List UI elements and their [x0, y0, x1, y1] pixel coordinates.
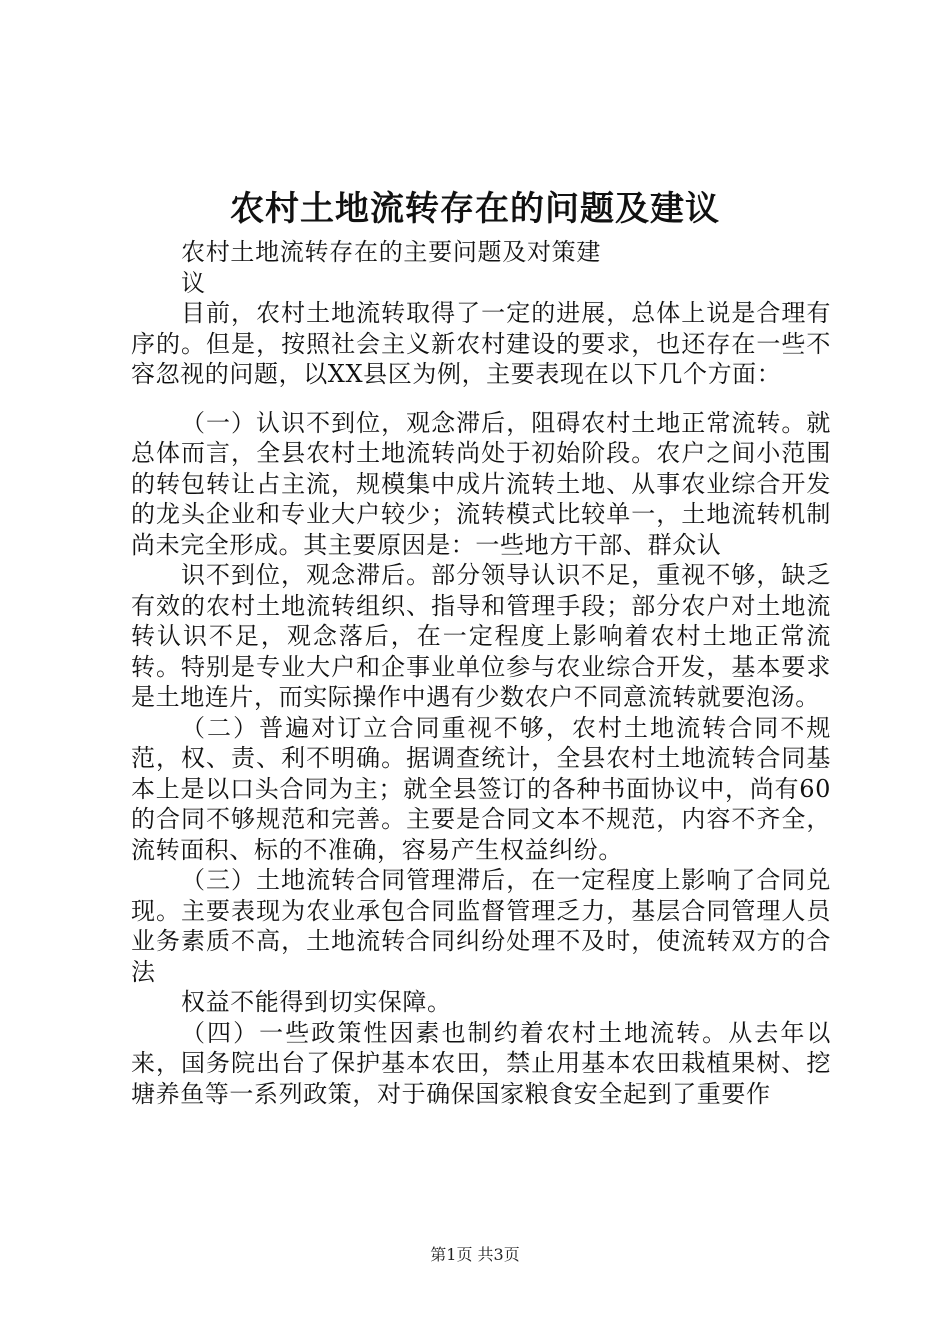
paragraph-issue-3: （三）土地流转合同管理滞后，在一定程度上影响了合同兑现。主要表现为农业承包合同监督管理乏力，基层合同管理人员业务素质不高，土地流转合同纠纷处理不及时，使流转双方的合法: [131, 866, 831, 986]
paragraph-issue-4: （四）一些政策性因素也制约着农村土地流转。从去年以来，国务院出台了保护基本农田，禁止用基本农田栽植果树、挖塘养鱼等一系列政策，对于确保国家粮食安全起到了重要作: [131, 1018, 831, 1108]
document-subtitle: 农村土地流转存在的主要问题及对策建议: [181, 238, 601, 297]
paragraph-issue-1: （一）认识不到位，观念滞后，阻碍农村土地正常流转。就总体而言，全县农村土地流转尚处于初始阶段。农户之间小范围的转包转让占主流，规模集中成片流转土地、从事农业综合开发的龙头企业和专业大户较少；流转模式比较单一，土地流转机制尚未完全形成。其主要原因是：一些地方干部、群众认: [131, 408, 831, 559]
paragraph-intro: 目前，农村土地流转取得了一定的进展，总体上说是合理有序的。但是，按照社会主义新农村建设的要求，也还存在一些不容忽视的问题，以XX县区为例，主要表现在以下几个方面：: [131, 299, 831, 388]
paragraph-issue-2: （二）普遍对订立合同重视不够，农村土地流转合同不规范，权、责、利不明确。据调查统计，全县农村土地流转合同基本上是以口头合同为主；就全县签订的各种书面协议中，尚有60的合同不够规范和完善。主要是合同文本不规范，内容不齐全，流转面积、标的不准确，容易产生权益纠纷。: [131, 713, 831, 864]
paragraph-issue-1-continued: 识不到位，观念滞后。部分领导认识不足，重视不够，缺乏有效的农村土地流转组织、指导和管理手段；部分农户对土地流转认识不足，观念落后，在一定程度上影响着农村土地正常流转。特别是专业大户和企事业单位参与农业综合开发，基本要求是土地连片，而实际操作中遇有少数农户不同意流转就要泡汤。: [131, 561, 831, 711]
document-title: 农村土地流转存在的问题及建议: [230, 189, 720, 229]
document-body: [131, 237, 831, 1109]
page-footer: 第1页 共3页: [430, 1245, 520, 1264]
paragraph-issue-3-continued: 权益不能得到切实保障。: [181, 988, 452, 1016]
